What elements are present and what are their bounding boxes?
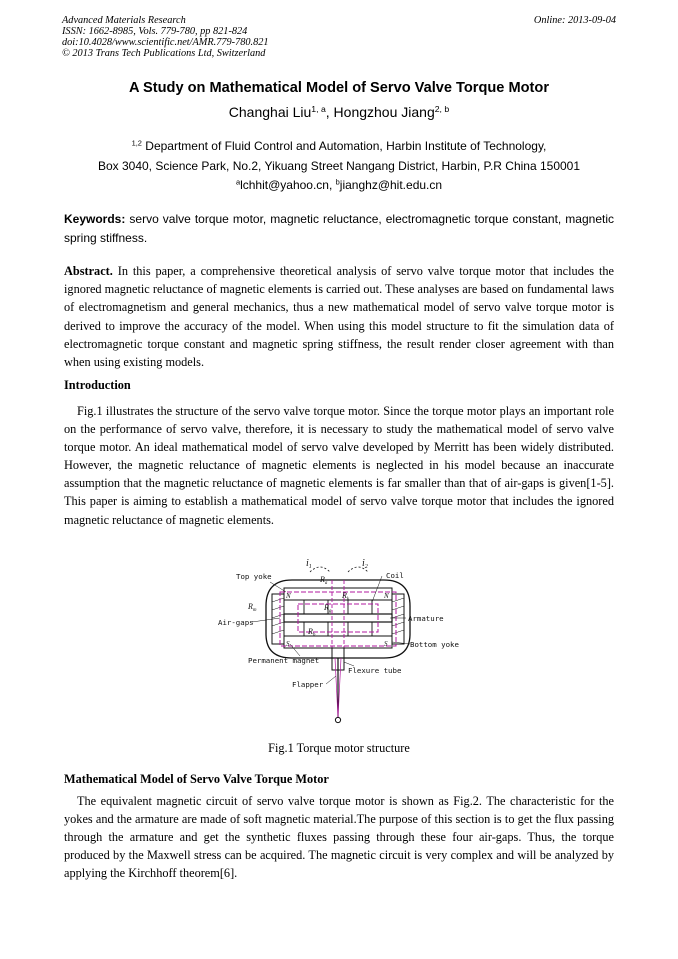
pole-s-left: S: [286, 640, 290, 648]
top-yoke: [284, 588, 392, 600]
keywords-label: Keywords:: [64, 212, 126, 226]
flapper-ball: [335, 717, 340, 722]
intro-paragraph: Fig.1 illustrates the structure of the servo valve torque motor. Since the torque motor plays an important role on the performance of servo valve, therefore, it is necessary to study the mathematical model of servo valve torque motor. An ideal mathematical model of servo valve developed by Merritt has been widely distributed. However, the magnetic reluctance of magnetic elements is neglected in his model because an inaccurate assumption that the magnetic reluctance of magnetic elements is far smaller than that of air-gaps is given[1-5]. This paper is aiming to establish a mathematical model of servo valve torque motor that includes the ignored magnetic reluctance of magnetic elements.: [64, 404, 614, 527]
coil-right: [348, 600, 372, 614]
affiliation: [0, 137, 678, 196]
label-rm: $R_m$: [248, 602, 257, 613]
model-paragraph: The equivalent magnetic circuit of servo valve torque motor is shown as Fig.2. The characteristic for the yokes and the armature are made of soft magnetic material.The purpose of this section is to get the flux passing through the armature and get the synthetic fluxes passing through these four air-gaps. Thus, the torque produced by the Maxwell stress can be acquired. The magnetic circuit is very complex and will be analyzed by applying the Kirchhoff theorem[6].: [64, 794, 614, 881]
email-a: lchhit@yahoo.cn,: [240, 178, 336, 192]
affiliation-sup: 1,2: [131, 138, 142, 148]
author-separator: ,: [325, 104, 334, 120]
label-armature: Armature: [408, 614, 444, 623]
author-list: [0, 104, 678, 120]
pole-n-left: N: [286, 592, 291, 600]
intro-heading: Introduction: [64, 378, 131, 392]
pole-n-right: N: [384, 592, 389, 600]
label-r1: $R_a$: [320, 575, 328, 586]
label-r2: $R_k$: [342, 591, 350, 602]
author-affil-sup: 2, b: [434, 103, 450, 114]
label-flexure-tube: Flexure tube: [348, 666, 402, 675]
label-flapper: Flapper: [292, 680, 324, 689]
label-permanent-magnet: Permanent magnet: [248, 656, 320, 665]
affiliation-line-2: Box 3040, Science Park, No.2, Yikuang Street Nangang District, Harbin, P.R China 150001: [97, 158, 581, 173]
online-date: Online: 2013-09-04: [533, 15, 616, 26]
keywords: [64, 210, 614, 247]
label-air-gaps: Air-gaps: [218, 618, 254, 627]
torque-motor-diagram: [214, 554, 464, 726]
abstract-label: Abstract.: [64, 264, 113, 278]
figure-caption: Fig.1 Torque motor structure: [268, 741, 410, 755]
journal-header: [62, 15, 269, 59]
abstract: [64, 262, 614, 371]
author-affil-sup: 1, a: [311, 103, 326, 114]
doi-line: doi:10.4028/www.scientific.net/AMR.779-780.821: [62, 37, 269, 48]
label-coil: Coil: [386, 571, 404, 580]
magnet-hatch: [272, 598, 404, 634]
label-i1: $i_1$: [306, 558, 312, 570]
journal-name: Advanced Materials Research: [62, 15, 186, 26]
keywords-text: servo valve torque motor, magnetic reluctance, electromagnetic torque constant, magnetic spring stiffness.: [64, 212, 614, 245]
copyright-line: © 2013 Trans Tech Publications Ltd, Switzerland: [62, 48, 266, 59]
pole-s-right: S: [384, 640, 388, 648]
email-line: $^a$lchhit@yahoo.cn, $^b$jianghz@hit.edu.cn: [235, 177, 443, 192]
issn-line: ISSN: 1662-8985, Vols. 779-780, pp 821-824: [62, 26, 248, 37]
label-r4: $R_b$: [308, 627, 316, 638]
current-arrow-left: [310, 567, 330, 572]
label-top-yoke: Top yoke: [236, 572, 272, 581]
paper-title: A Study on Mathematical Model of Servo Valve Torque Motor: [128, 80, 550, 96]
torque-motor-figure: [214, 554, 464, 726]
label-i2: $i_2$: [362, 558, 368, 570]
coil-right-bottom: [348, 622, 372, 636]
abstract-text: In this paper, a comprehensive theoretical analysis of servo valve torque motor that includes the ignored magnetic reluctance of magnetic elements is carried out. These analyses are based on fundamental laws of electromagnetism and general mechanics, thus a new mathematical model of servo valve torque motor is derived to improve the accuracy of the model. When using this model structure to fit the simulation data of electromagnetic torque constant and magnetic spring stiffness, the result render closer agreement with than when using existing models.: [64, 264, 614, 370]
label-r3: $R_g$: [324, 603, 332, 614]
model-heading: Mathematical Model of Servo Valve Torque Motor: [64, 772, 329, 786]
label-bottom-yoke: Bottom yoke: [410, 640, 459, 649]
armature: [284, 614, 392, 622]
author-name: Changhai Liu: [228, 104, 312, 120]
email-b: jianghz@hit.edu.cn: [339, 178, 443, 192]
author-name: Hongzhou Jiang: [333, 104, 435, 120]
affiliation-line-1: $^{1,2}$ Department of Fluid Control and Automation, Harbin Institute of Technology,: [131, 138, 547, 153]
